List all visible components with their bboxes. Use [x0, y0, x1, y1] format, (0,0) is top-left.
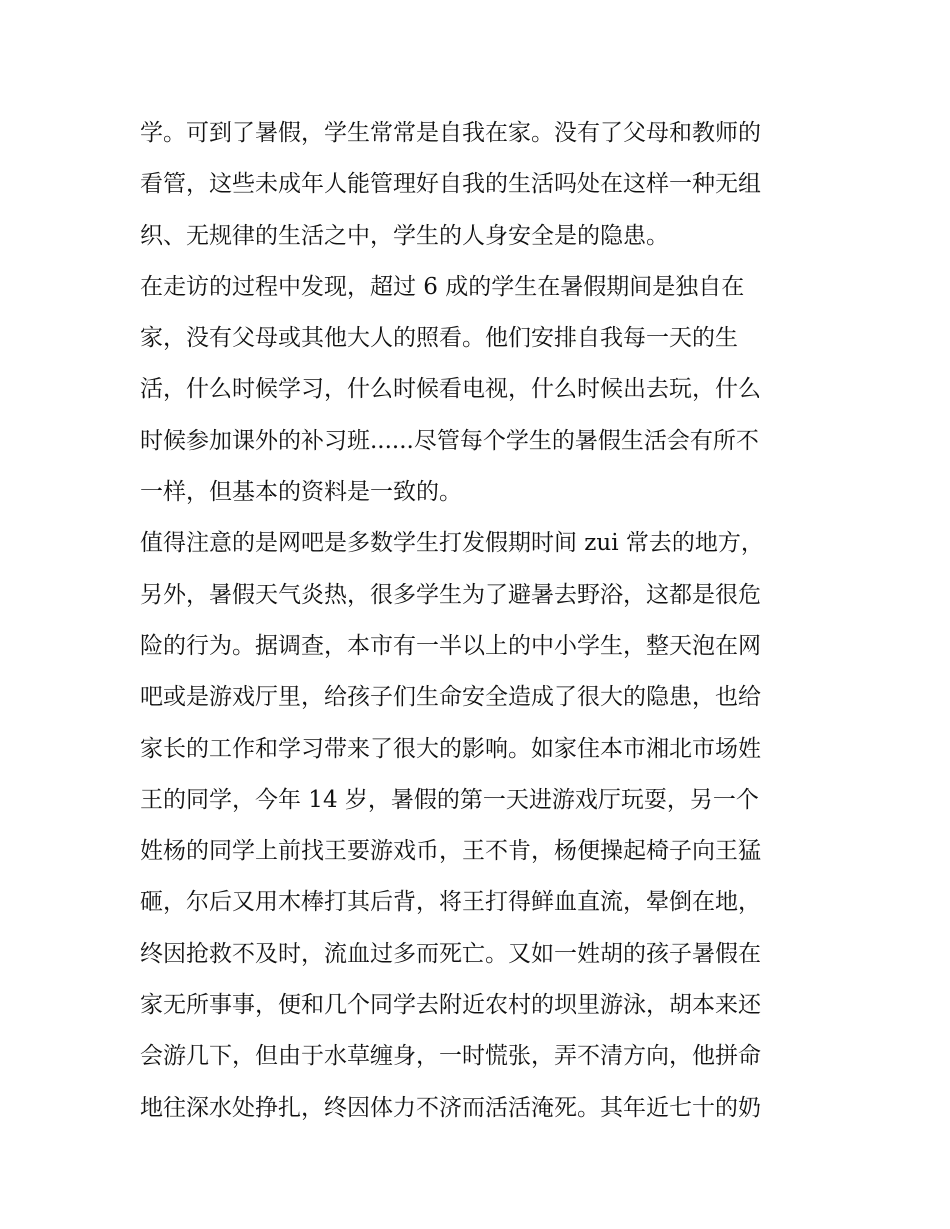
text-line: 值得注意的是网吧是多数学生打发假期时间 zui 常去的地方，	[140, 530, 764, 557]
text-line: 另外，暑假天气炎热，很多学生为了避暑去野浴，这都是很危	[140, 581, 761, 608]
text-line: 险的行为。据调查，本市有一半以上的中小学生，整天泡在网	[140, 632, 761, 659]
text-line: 家无所事事，便和几个同学去附近农村的坝里游泳，胡本来还	[140, 992, 761, 1019]
text-line: 看管，这些未成年人能管理好自我的生活吗处在这样一种无组	[140, 171, 761, 198]
text-line: 一样，但基本的资料是一致的。	[140, 479, 462, 506]
text-line: 家，没有父母或其他大人的照看。他们安排自我每一天的生	[140, 325, 738, 352]
text-line: 砸，尔后又用木棒打其后背，将王打得鲜血直流，晕倒在地，	[140, 889, 761, 916]
text-line: 时候参加课外的补习班......尽管每个学生的暑假生活会有所不	[140, 427, 759, 454]
text-line: 织、无规律的生活之中，学生的人身安全是的隐患。	[140, 222, 669, 249]
text-line: 家长的工作和学习带来了很大的影响。如家住本市湘北市场姓	[140, 735, 761, 762]
text-line: 活，什么时候学习，什么时候看电视，什么时候出去玩，什么	[140, 376, 761, 403]
text-line: 终因抢救不及时，流血过多而死亡。又如一姓胡的孩子暑假在	[140, 940, 761, 967]
text-line: 吧或是游戏厅里，给孩子们生命安全造成了很大的隐患，也给	[140, 684, 761, 711]
text-line: 在走访的过程中发现，超过 6 成的学生在暑假期间是独自在	[140, 273, 745, 300]
text-line: 学。可到了暑假，学生常常是自我在家。没有了父母和教师的	[140, 120, 761, 146]
text-line: 地往深水处挣扎，终因体力不济而活活淹死。其年近七十的奶	[140, 1094, 761, 1121]
text-line: 王的同学，今年 14 岁，暑假的第一天进游戏厅玩耍，另一个	[140, 786, 759, 813]
body-text	[140, 108, 830, 1134]
text-line: 姓杨的同学上前找王要游戏币，王不肯，杨便操起椅子向王猛	[140, 838, 761, 865]
text-line: 会游几下，但由于水草缠身，一时慌张，弄不清方向，他拼命	[140, 1043, 761, 1070]
